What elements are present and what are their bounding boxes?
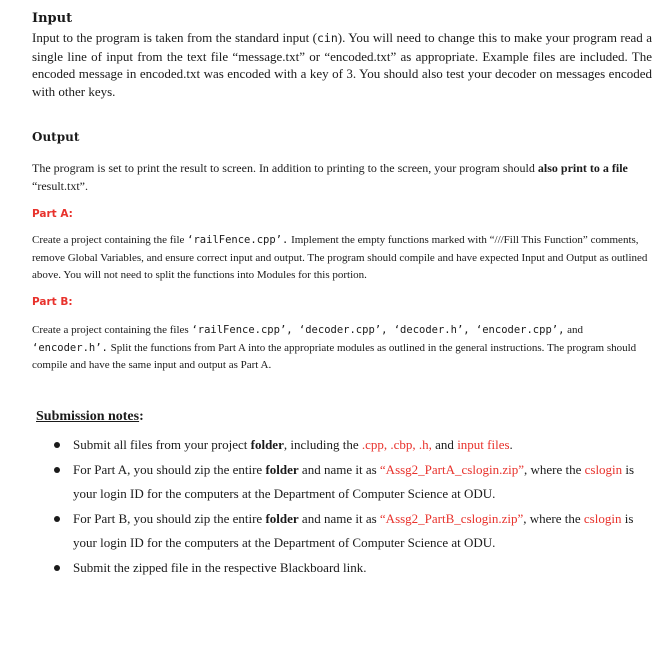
list-item: For Part B, you should zip the entire folder and name it as “Assg2_PartB_cslogin.zip”, where the cslogin is your login ID for the computers at the Department of Computer Science at ODU.: [50, 507, 655, 556]
submission-heading: Submission notes:: [36, 409, 144, 424]
list-item: Submit the zipped file in the respective Blackboard link.: [50, 556, 655, 581]
output-bold: also print to a file: [537, 161, 628, 175]
part-a-paragraph: Create a project containing the file ‘railFence.cpp’. Implement the empty functions marked with “///Fill This Function” comments, remove Global Variables, and ensure correct input and output. The program should compile and have expected Input and Output as outlined above. You will not need to split the functions into Modules for this portion.: [32, 234, 648, 281]
submission-list: [50, 433, 655, 580]
input-paragraph: Input to the program is taken from the standard input (cin). You will need to change this to make your program read a single line of input from the text file “message.txt” or “encoded.txt” as appropriate. Example files are included. The encoded message in encoded.txt was encoded with a key of 3. You should also test your decoder on messages encoded with other keys.: [32, 30, 652, 99]
part-b-label: Part B:: [32, 296, 73, 308]
list-item: Submit all files from your project folder, including the .cpp, .cbp, .h, and input files.: [50, 433, 655, 458]
code-encoder-h: ‘encoder.h’.: [32, 341, 108, 354]
input-heading: Input: [32, 11, 73, 26]
code-cin: cin: [316, 31, 338, 45]
output-heading: Output: [32, 130, 80, 144]
part-a-label: Part A:: [32, 208, 73, 220]
code-railfence: ‘railFence.cpp’.: [187, 234, 289, 246]
part-b-paragraph: Create a project containing the files ‘railFence.cpp’, ‘decoder.cpp’, ‘decoder.h’, ‘encoder.cpp’, and ‘encoder.h’. Split the functions from Part A into the appropriate modules as outlined in the general instructions. The program should compile and have the same input and output as Part A.: [32, 324, 637, 371]
output-paragraph: The program is set to print the result to screen. In addition to printing to the screen, your program should also print to a file “result.txt”.: [32, 161, 628, 193]
list-item: For Part A, you should zip the entire folder and name it as “Assg2_PartA_cslogin.zip”, where the cslogin is your login ID for the computers at the Department of Computer Science at ODU.: [50, 458, 655, 507]
code-file-list: ‘railFence.cpp’, ‘decoder.cpp’, ‘decoder.h’, ‘encoder.cpp’,: [191, 324, 565, 336]
